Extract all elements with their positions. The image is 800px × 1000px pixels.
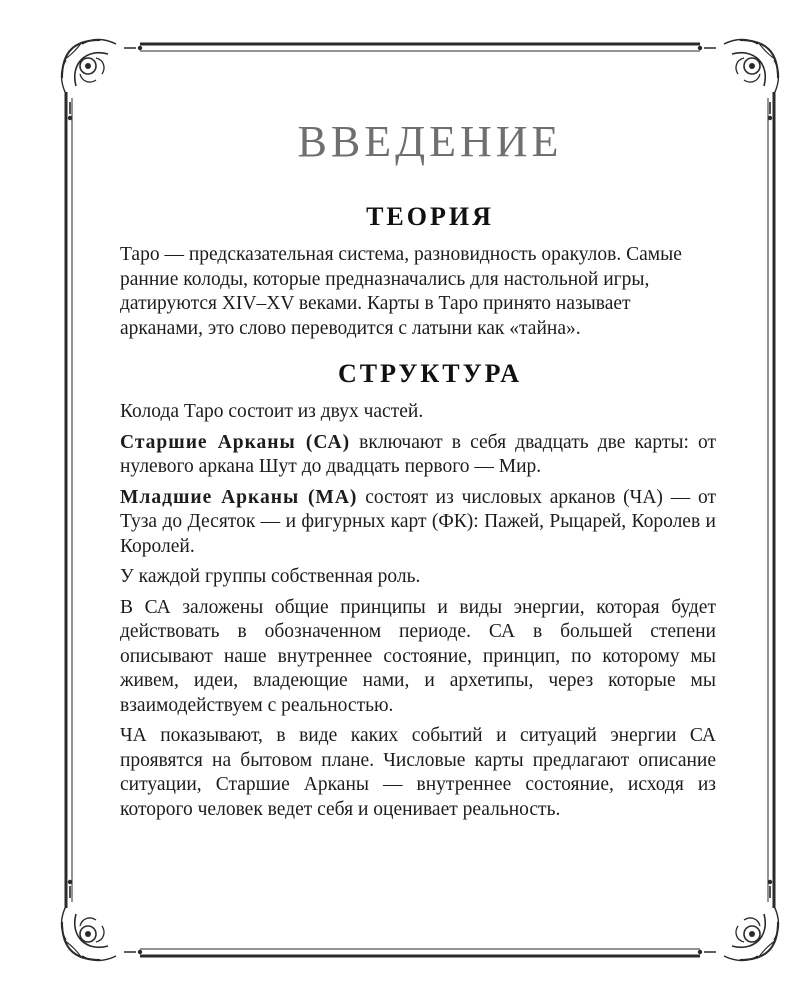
paragraph-body: состоят из числовых арканов (ЧА) — от Туза до Десяток — и фигурных карт (ФК): Пажей, Рыцарей, Королев и Королей. xyxy=(120,486,716,557)
page-content xyxy=(120,118,716,828)
term-major-arcana: Старшие Арканы (СА) xyxy=(120,431,351,453)
paragraph: ЧА показывают, в виде каких событий и ситуаций энергии СА проявятся на бытовом плане. Числовые карты предлагают описание ситуации, Старшие Арканы — внутреннее состояние, исходя из которого человек ведет себя и оценивает реальность. xyxy=(120,725,716,820)
paragraph-major-arcana xyxy=(120,431,716,480)
paragraph-minor-arcana xyxy=(120,486,716,560)
section-title-structure: СТРУКТУРА xyxy=(337,359,523,388)
section-structure xyxy=(120,359,716,822)
term-minor-arcana: Младшие Арканы (МА) xyxy=(120,486,358,508)
chapter-title: ВВЕДЕНИЕ xyxy=(297,117,563,166)
paragraph-body: включают в себя двадцать две карты: от нулевого аркана Шут до двадцать первого — Мир. xyxy=(120,431,716,477)
corner-ornament-top-left xyxy=(62,40,143,121)
paragraph: Колода Таро состоит из двух частей. xyxy=(120,401,424,422)
corner-ornament-top-right xyxy=(698,40,779,121)
section-theory xyxy=(120,202,716,341)
corner-ornament-bottom-right xyxy=(698,880,779,961)
section-title-theory: ТЕОРИЯ xyxy=(366,202,494,231)
corner-ornament-bottom-left xyxy=(62,880,143,961)
paragraph: В СА заложены общие принципы и виды энергии, которая будет действовать в обозначенном периоде. СА в большей степени описывают наше внутреннее состояние, принцип, по которому мы живем, идеи, владеющие нами, и архетипы, через которые мы взаимодействуем с реальностью. xyxy=(120,596,716,716)
paragraph: Таро — предсказательная система, разновидность оракулов. Самые ранние колоды, которые предназначались для настольной игры, датируются XIV–XV веками. Карты в Таро принято называет арканами, это слово переводится с латыни как «тайна». xyxy=(120,244,682,339)
paragraph: У каждой группы собственная роль. xyxy=(120,566,421,587)
